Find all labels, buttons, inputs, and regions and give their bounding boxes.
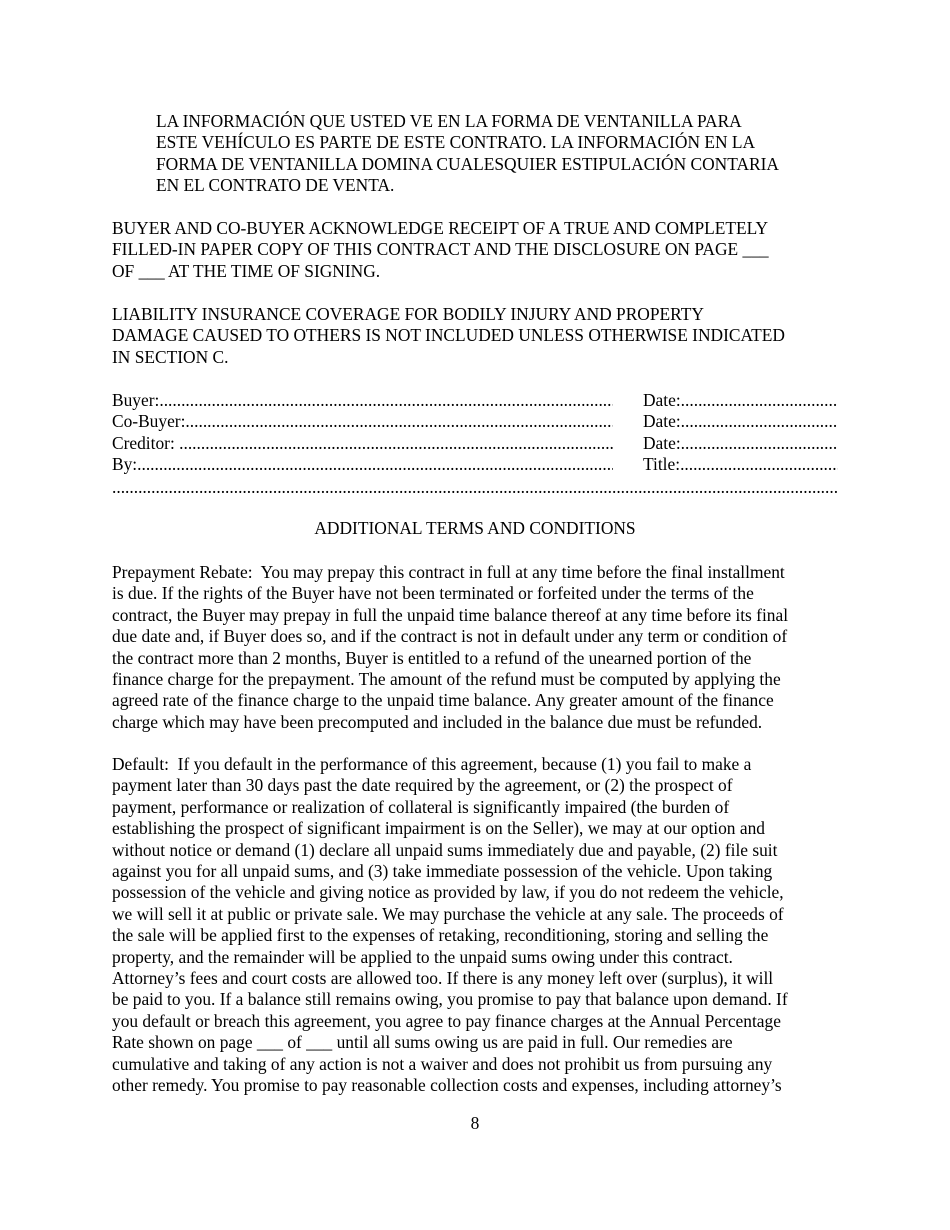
default-paragraph (112, 754, 840, 1097)
signature-dots (159, 390, 613, 411)
signature-row-buyer (112, 390, 838, 411)
paragraph-line: property, and the remainder will be applied to the unpaid sums owing under this contract. (112, 946, 733, 967)
paragraph-line: the contract more than 2 months, Buyer is entitled to a refund of the unearned portion of the (112, 647, 752, 668)
section-title: ADDITIONAL TERMS AND CONDITIONS (314, 518, 636, 538)
ack-line: FILLED-IN PAPER COPY OF THIS CONTRACT AND THE DISCLOSURE ON PAGE ___ (112, 239, 769, 260)
paragraph-line: we will sell it at public or private sale. We may purchase the vehicle at any sale. The proceeds of (112, 903, 784, 924)
paragraph-line: be paid to you. If a balance still remains owing, you promise to pay that balance upon demand. If (112, 989, 788, 1010)
title-dots (680, 454, 838, 475)
signature-row-by (112, 454, 838, 475)
date-dots (681, 390, 838, 411)
paragraph-line: due date and, if Buyer does so, and if the contract is not in default under any term or condition of (112, 626, 788, 647)
signature-dots (185, 411, 613, 432)
ack-line: BUYER AND CO-BUYER ACKNOWLEDGE RECEIPT OF A TRUE AND COMPLETELY (112, 218, 769, 238)
notice-line: ESTE VEHÍCULO ES PARTE DE ESTE CONTRATO. LA INFORMACIÓN EN LA (156, 132, 756, 153)
spanish-window-form-notice (156, 111, 846, 197)
co-buyer-signature-line[interactable] (112, 411, 613, 432)
notice-line: EN EL CONTRATO DE VENTA. (156, 175, 395, 196)
date-label: Date: (643, 411, 681, 432)
date-dots (681, 411, 838, 432)
creditor-label: Creditor: (112, 432, 180, 453)
paragraph-line: against you for all unpaid sums, and (3) take immediate possession of the vehicle. Upon taking (112, 861, 773, 882)
buyer-label: Buyer: (112, 390, 160, 410)
date-label: Date: (643, 432, 681, 453)
liability-line: LIABILITY INSURANCE COVERAGE FOR BODILY INJURY AND PROPERTY (112, 304, 704, 324)
paragraph-line: charge which may have been precomputed and included in the balance due must be refunded. (112, 711, 763, 732)
paragraph-line: Default: If you default in the performance of this agreement, because (1) you fail to make a (112, 754, 752, 774)
paragraph-line: payment later than 30 days past the date required by the agreement, or (2) the prospect of (112, 775, 733, 796)
ack-line: OF ___ AT THE TIME OF SIGNING. (112, 260, 381, 281)
page-number: 8 (470, 1113, 480, 1133)
paragraph-line: Prepayment Rebate: You may prepay this contract in full at any time before the final installment (112, 562, 785, 582)
paragraph-line: cumulative and taking of any action is not a waiver and does not prohibit us from pursuing any (112, 1053, 773, 1074)
signature-block (112, 390, 838, 476)
prepayment-rebate-paragraph (112, 562, 840, 733)
paragraph-line: Rate shown on page ___ of ___ until all sums owing us are paid in full. Our remedies are (112, 1032, 733, 1053)
dotted-divider (112, 477, 838, 498)
co-buyer-label: Co-Buyer: (112, 411, 186, 432)
paragraph-line: the sale will be applied first to the expenses of retaking, reconditioning, storing and selling the (112, 925, 769, 946)
paragraph-line: Attorney’s fees and court costs are allowed too. If there is any money left over (surplus), it will (112, 968, 774, 989)
liability-line: DAMAGE CAUSED TO OTHERS IS NOT INCLUDED UNLESS OTHERWISE INDICATED (112, 325, 785, 346)
liability-insurance-notice (112, 304, 840, 368)
buyer-signature-line[interactable] (112, 390, 613, 411)
signature-row-co-buyer (112, 411, 838, 432)
buyer-date-line[interactable] (643, 390, 838, 411)
paragraph-line: establishing the prospect of significant impairment is on the Seller), we may at our option and (112, 818, 765, 839)
paragraph-line: agreed rate of the finance charge to the unpaid time balance. Any greater amount of the finance (112, 690, 774, 711)
paragraph-line: other remedy. You promise to pay reasonable collection costs and expenses, including attorney’s (112, 1075, 782, 1096)
signature-dots (137, 454, 613, 475)
notice-line: FORMA DE VENTANILLA DOMINA CUALESQUIER ESTIPULACIÓN CONTARIA (156, 153, 779, 174)
paragraph-line: without notice or demand (1) declare all unpaid sums immediately due and payable, (2) file suit (112, 839, 778, 860)
date-dots (681, 433, 838, 454)
creditor-date-line[interactable] (643, 433, 838, 454)
co-buyer-date-line[interactable] (643, 411, 838, 432)
liability-line: IN SECTION C. (112, 346, 229, 367)
notice-line: LA INFORMACIÓN QUE USTED VE EN LA FORMA DE VENTANILLA PARA (156, 111, 742, 131)
paragraph-line: payment, performance or realization of collateral is significantly impaired (the burden of (112, 796, 730, 817)
paragraph-line: finance charge for the prepayment. The amount of the refund must be computed by applying the (112, 669, 781, 690)
receipt-acknowledgment (112, 218, 840, 282)
title-label: Title: (643, 454, 681, 475)
date-label: Date: (643, 390, 681, 410)
paragraph-line: is due. If the rights of the Buyer have not been terminated or forfeited under the terms of the (112, 583, 754, 604)
signature-row-creditor (112, 433, 838, 454)
paragraph-line: contract, the Buyer may prepay in full the unpaid time balance thereof at any time before its final (112, 604, 789, 625)
by-signature-line[interactable] (112, 454, 613, 475)
paragraph-line: you default or breach this agreement, you agree to pay finance charges at the Annual Percentage (112, 1010, 781, 1031)
by-label: By: (112, 454, 138, 475)
creditor-signature-line[interactable] (112, 433, 613, 454)
signature-dots (179, 433, 613, 454)
paragraph-line: possession of the vehicle and giving notice as provided by law, if you do not redeem the vehicle, (112, 882, 784, 903)
title-line[interactable] (643, 454, 838, 475)
